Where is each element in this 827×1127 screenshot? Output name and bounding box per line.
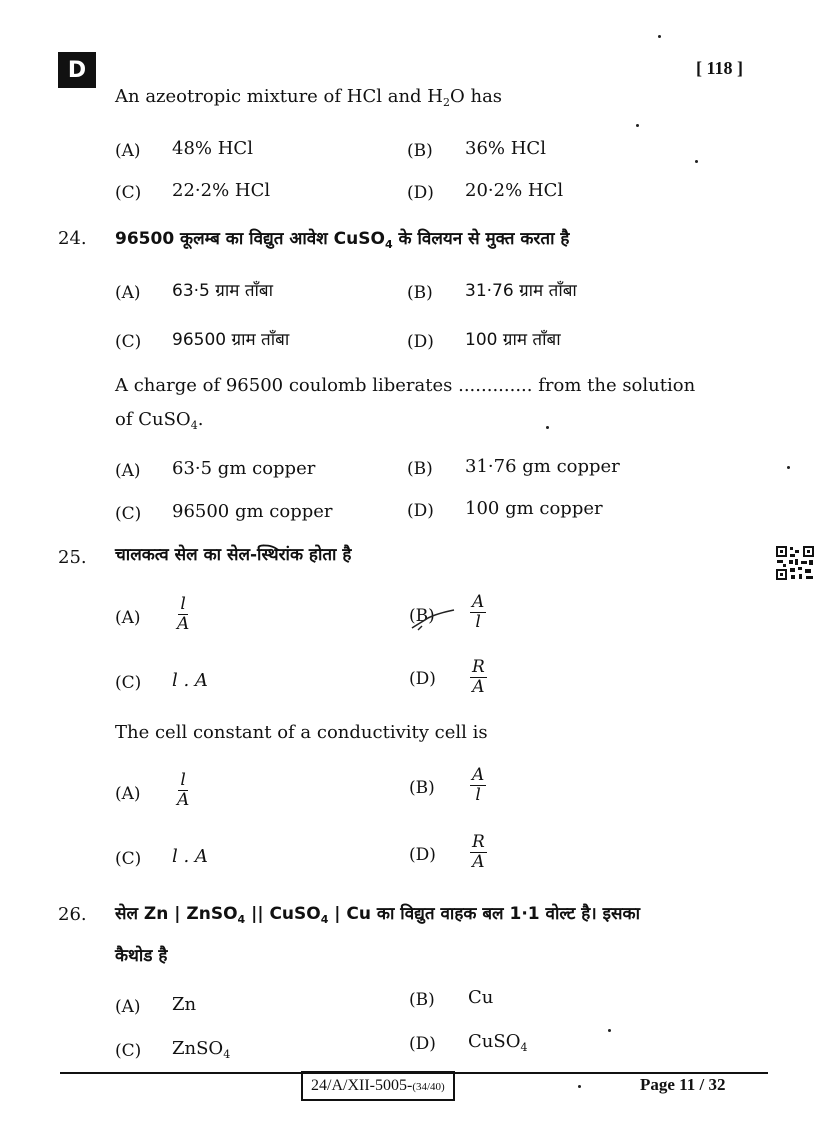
q24-hindi-question — [115, 226, 569, 251]
scan-speck — [658, 35, 661, 38]
q24-en-option-c: 96500 gm copper — [172, 501, 333, 522]
q23-option-a: 48% HCl — [172, 138, 253, 159]
q26-option-d-sub: 4 — [520, 1041, 528, 1054]
q25-hi-option-d-fraction — [470, 658, 487, 697]
q24-hi-option-d: 100 ग्राम ताँबा — [465, 330, 561, 350]
q26-cell-sub2: 4 — [320, 913, 329, 926]
q25-hi-option-a-label: (A) — [115, 608, 141, 628]
scan-speck — [578, 1085, 581, 1088]
q26-option-d-text: CuSO — [468, 1031, 521, 1052]
scan-speck — [608, 1029, 611, 1032]
q24-en-option-d-label: (D) — [407, 501, 434, 521]
scan-speck — [546, 426, 549, 429]
q26-option-b: Cu — [468, 987, 494, 1008]
q25-hi-option-d-label: (D) — [409, 669, 436, 689]
q23-option-a-label: (A) — [115, 141, 141, 161]
q25-en-option-a-label: (A) — [115, 784, 141, 804]
paper-code-box — [301, 1071, 455, 1101]
q25-en-option-c-label: (C) — [115, 849, 142, 869]
q25-hi-option-b-num: A — [472, 592, 485, 612]
handwritten-tick-mark — [408, 600, 458, 634]
q24-hi-option-c-label: (C) — [115, 332, 142, 352]
q25-hi-option-c-label: (C) — [115, 673, 142, 693]
q25-hi-option-b-fraction — [470, 593, 486, 632]
q24-english-line2-sub: 4 — [190, 419, 198, 432]
q26-cell-sub1: 4 — [237, 913, 246, 926]
q25-english-question: The cell constant of a conductivity cell is — [115, 722, 488, 743]
q24-en-option-c-label: (C) — [115, 504, 142, 524]
q25-en-option-d-fraction — [470, 833, 487, 872]
q26-cell-mid: || CuSO — [245, 904, 321, 924]
q24-english-line2-post: . — [197, 409, 204, 430]
q24-hi-option-c: 96500 ग्राम ताँबा — [172, 330, 290, 350]
q24-english-line1: A charge of 96500 coulomb liberates ............. from the solution — [115, 375, 696, 396]
q23-question — [115, 86, 502, 109]
q23-option-c-label: (C) — [115, 183, 142, 203]
scan-speck — [636, 124, 639, 127]
q25-hi-option-a-fraction — [175, 595, 191, 634]
q23-option-d-label: (D) — [407, 183, 434, 203]
q23-question-tail: O has — [450, 86, 503, 107]
q24-en-option-a-label: (A) — [115, 461, 141, 481]
q24-hindi-sub: 4 — [384, 238, 393, 251]
scan-speck — [787, 466, 790, 469]
q24-hi-option-d-label: (D) — [407, 332, 434, 352]
q25-hi-option-a-num: l — [180, 594, 186, 614]
q26-cell-post: | Cu का विद्युत वाहक बल 1·1 वोल्ट है। इसका — [328, 904, 640, 924]
q24-english-line2-pre: of CuSO — [115, 409, 191, 430]
q25-hi-option-a-den: A — [177, 614, 190, 634]
q23-option-b: 36% HCl — [465, 138, 546, 159]
q25-hindi-question: चालकत्व सेल का सेल-स्थिरांक होता है — [115, 545, 352, 565]
q26-cell-pre: सेल Zn | ZnSO — [115, 904, 238, 924]
paper-code: 24/A/XII-5005- — [311, 1077, 413, 1094]
q24-hi-option-b-label: (B) — [407, 283, 433, 303]
q23-question-sub: 2 — [443, 96, 450, 109]
qr-code-icon — [775, 545, 815, 581]
q25-en-option-b-label: (B) — [409, 778, 435, 798]
page-reference: [ 118 ] — [696, 58, 743, 78]
q26-option-c-sub: 4 — [223, 1048, 231, 1061]
q25-hi-option-b-den: l — [475, 612, 481, 632]
q25-en-option-a-den: A — [177, 790, 190, 810]
q24-hi-option-b: 31·76 ग्राम ताँबा — [465, 281, 577, 301]
q25-en-option-b-den: l — [475, 785, 481, 805]
q26-option-c-text: ZnSO — [172, 1038, 224, 1059]
scan-speck — [695, 160, 698, 163]
q25-en-option-b-fraction — [470, 766, 486, 805]
q24-hi-option-a-label: (A) — [115, 283, 141, 303]
q24-en-option-d: 100 gm copper — [465, 498, 603, 519]
q26-number: 26. — [58, 904, 87, 925]
q26-hindi-line2: कैथोड है — [115, 946, 168, 966]
q24-number: 24. — [58, 228, 87, 249]
q24-hindi-pre: 96500 कूलम्ब का विद्युत आवेश CuSO — [115, 229, 385, 249]
q25-number: 25. — [58, 547, 87, 568]
q24-en-option-b: 31·76 gm copper — [465, 456, 620, 477]
q24-hindi-post: के विलयन से मुक्त करता है — [392, 229, 570, 249]
set-badge: D — [58, 52, 96, 88]
q25-hi-option-d-den: A — [472, 677, 485, 697]
q26-option-d — [468, 1031, 527, 1054]
q25-hi-option-d-num: R — [472, 657, 485, 677]
q26-option-c — [172, 1038, 230, 1061]
page-number: Page 11 / 32 — [640, 1075, 726, 1094]
q26-option-d-label: (D) — [409, 1034, 436, 1054]
q24-english-line2 — [115, 409, 203, 432]
q25-en-option-b-num: A — [472, 765, 485, 785]
q25-hi-option-b-label: (B) — [409, 606, 435, 626]
q25-en-option-c: l . A — [172, 846, 208, 867]
q25-en-option-d-num: R — [472, 832, 485, 852]
q23-option-b-label: (B) — [407, 141, 433, 161]
q26-option-c-label: (C) — [115, 1041, 142, 1061]
q26-option-a-label: (A) — [115, 997, 141, 1017]
q25-hi-option-c: l . A — [172, 670, 208, 691]
q25-en-option-a-num: l — [180, 770, 186, 790]
paper-code-small: (34/40) — [412, 1081, 445, 1093]
q26-option-a: Zn — [172, 994, 197, 1015]
q25-en-option-d-den: A — [472, 852, 485, 872]
q26-hindi-question — [115, 901, 640, 926]
q23-option-c: 22·2% HCl — [172, 180, 271, 201]
q23-option-d: 20·2% HCl — [465, 180, 564, 201]
q23-question-text: An azeotropic mixture of HCl and H — [115, 86, 443, 107]
q26-option-b-label: (B) — [409, 990, 435, 1010]
q24-hi-option-a: 63·5 ग्राम ताँबा — [172, 281, 274, 301]
q24-en-option-a: 63·5 gm copper — [172, 458, 316, 479]
q25-en-option-a-fraction — [175, 771, 191, 810]
q24-en-option-b-label: (B) — [407, 459, 433, 479]
q25-en-option-d-label: (D) — [409, 845, 436, 865]
